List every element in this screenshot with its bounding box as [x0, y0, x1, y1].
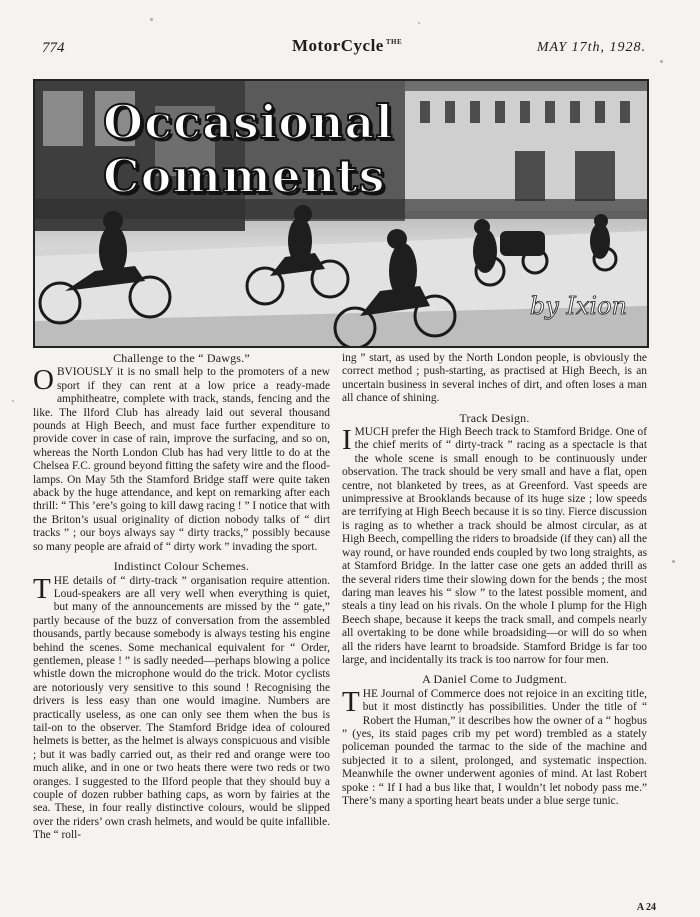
print-speck [150, 18, 153, 21]
paragraph-continuation: ing ” start, as used by the North London people, is obviously the correct method ; push-starting, as practised at High Beech, is an uncertain business in several inches of dirt, and often loses a man all chance of shining. [342, 352, 647, 405]
banner-illustration [33, 79, 649, 348]
paragraph-text: MUCH prefer the High Beech track to Stamford Bridge. One of the chief merits of “ dirty-track ” racing as a spectacle is that the whole scene is small enough to be continuously under observation. The track should be very small and have a flat, open centre, not blanketed by trees, as at Greenford. Vast speeds are unimpressive at Brooklands because of its huge size ; low speeds are terrifying at High Beech because it is so tiny. Fierce discussion is raging as to whether a track should be almost circular, as at High Beech, compelling the riders to broadside (if they can) all the way round, or have rounded ends coupled by two long straights, as at Stamford Bridge. In the latter case one gets an added thrill as the several riders time their slowing down for the bends ; the most daring man leaves his “ slow ” to the latest possible moment, and steals a tiny lead on his rivals. On the whole I plump for the High Beech shape, because it keeps the track small, and compels nearly all overtaking to be done while broadsiding—or will do so when all the riders have learnt to broadside. Stamford Bridge is far too large, and incidentally its track is too narrow for four men. [342, 426, 647, 666]
paragraph-colour-schemes [33, 572, 330, 843]
masthead-prefix: THE [385, 38, 403, 47]
paragraph-text: BVIOUSLY it is no small help to the promoters of a new sport if they can rent at a low price a ready-made amphitheatre, complete with track, stands, fencing and the like. The Ilford Club has already laid out several thousand pounds at High Beech, and must face further expenditure to provide cover in case of rain, improve the surfacing, and so on, whereas the North London Club has had very little to do at the Chelsea F.C. ground beyond fitting the safety wire and the flood-lamps. On May 5th the Stamford Bridge staff were quite taken aback by the huge attendance, and kept on remarking after each thrill: “ This ’ere’s going to kill dawg racing ! ” I notice that with the Briton’s usual originality of diction nobody talks of “ dirt tracks ” ; our boys always say “ dirty tracks,” possibly because so many people are afraid of “ dirty work ” invading the sport. [33, 366, 330, 553]
dropcap: I [342, 424, 352, 457]
page-header [42, 36, 660, 60]
section-title-daniel: A Daniel Come to Judgment. [422, 672, 567, 687]
right-column [342, 352, 647, 814]
dropcap: O [33, 364, 54, 397]
paragraph-daniel [342, 685, 647, 809]
dropcap: T [342, 685, 360, 718]
print-speck [418, 22, 420, 24]
masthead-title: MotorCycle [292, 36, 384, 55]
paragraph-text: HE Journal of Commerce does not rejoice in an exciting title, but it most distinctly has possibilities. Under the title of “ Robert the Human,” it describes how the owner of a “ hogbus ” (yes, its staid pages crib my pet word) trembled as a stately policeman pounded the tarmac to the side of the machine and subjected it to a silent, prolonged, and systematic inspection. Meanwhile the owner underwent agonies of mind. At last Robert spoke : “ If I had a bus like that, I wouldn’t let nobody pass me.” There’s many a sporting heart beats under a blue serge tunic. [342, 687, 647, 807]
print-speck [672, 560, 675, 563]
left-column [33, 352, 330, 849]
print-speck [12, 400, 14, 402]
section-title-colour-schemes: Indistinct Colour Schemes. [113, 559, 250, 574]
page-signature: A 24 [636, 902, 656, 913]
banner-title: Occasional Comments [103, 95, 394, 203]
page-number: 774 [42, 40, 65, 56]
section-title-track-design: Track Design. [459, 410, 530, 425]
print-speck [660, 60, 663, 63]
issue-date: MAY 17th, 1928. [536, 40, 646, 55]
section-title-dawgs: Challenge to the “ Dawgs.” [113, 351, 250, 365]
dropcap: T [33, 572, 51, 605]
paragraph-dawgs [33, 366, 330, 554]
paragraph-track-design [342, 426, 647, 667]
paragraph-text: HE details of “ dirty-track ” organisation require attention. Loud-speakers are all very well when everything is quiet, but many of the announcements are missed by the “ gate,” partly because of the buzz of conversation from the assembled thousands, partly because somebody is always testing his engine behind the scenes. Some mechanical equivalent for “ Order, gentlemen, please ! ” is sadly needed—perhaps blowing a police whistle down the microphone would do the trick. Motor cyclists are notoriously very sensitive to this sound ! Recognising the drivers is less easy than one would imagine. Numbers are practically useless, as one can only see them when the bus is tail-on to the observer. The Stamford Bridge idea of coloured helmets is better, as the helmet is always conspicuous and visible ; but it was badly carried out, as their red and orange were too much alike, and in one or two heats there were two reds or two oranges. I suggested to the Ilford people that they should buy a couple of dozen rubber bathing caps, as worn by fairies at the sea. These, in four really distinctive colours, would be slipped over the riders’ own crash helmets, and would be quite infallible. The “ roll- [33, 574, 330, 842]
byline: by Ixion [529, 292, 627, 320]
masthead [292, 36, 402, 56]
